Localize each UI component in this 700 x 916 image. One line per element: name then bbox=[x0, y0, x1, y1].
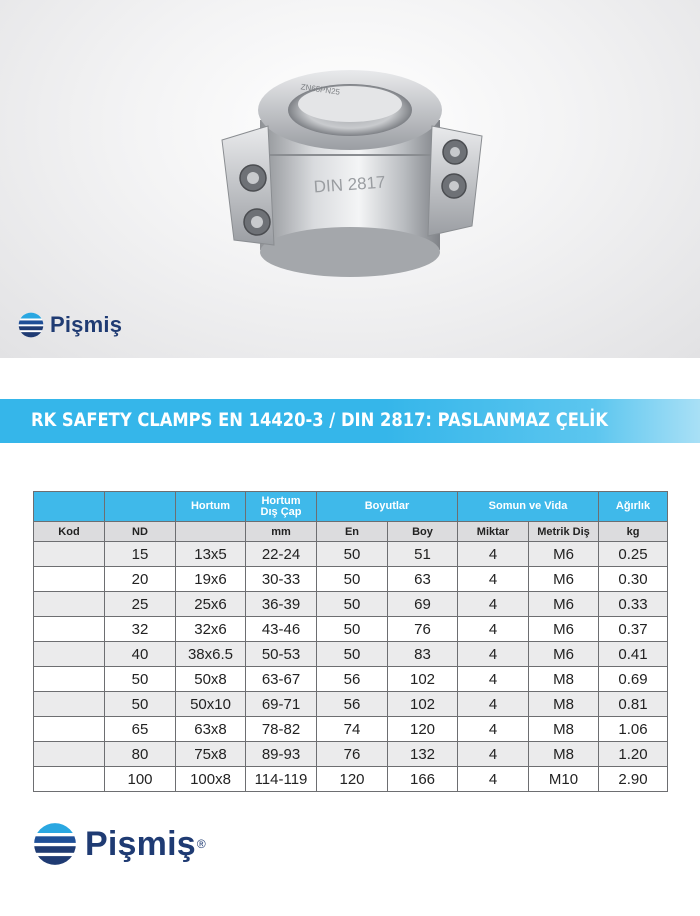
header-agirlik: Ağırlık bbox=[599, 492, 668, 522]
table-row bbox=[34, 617, 668, 642]
cell-kod bbox=[34, 617, 105, 642]
cell-en: 76 bbox=[317, 742, 388, 767]
header-boyutlar: Boyutlar bbox=[317, 492, 458, 522]
cell-en: 120 bbox=[317, 767, 388, 792]
cell-metrik: M8 bbox=[529, 667, 599, 692]
cell-kod bbox=[34, 567, 105, 592]
subheader-en: En bbox=[317, 522, 388, 542]
cell-en: 74 bbox=[317, 717, 388, 742]
subheader-metrik-dis: Metrik Diş bbox=[529, 522, 599, 542]
table-row bbox=[34, 767, 668, 792]
cell-kod bbox=[34, 592, 105, 617]
cell-boy: 76 bbox=[388, 617, 458, 642]
cell-kod bbox=[34, 742, 105, 767]
cell-miktar: 4 bbox=[458, 717, 529, 742]
cell-metrik: M6 bbox=[529, 642, 599, 667]
header-empty bbox=[105, 492, 176, 522]
cell-en: 50 bbox=[317, 642, 388, 667]
header-somun-ve-vida: Somun ve Vida bbox=[458, 492, 599, 522]
cell-boy: 102 bbox=[388, 692, 458, 717]
cell-nd: 100 bbox=[105, 767, 176, 792]
header-hortum-dis-cap-line2: Dış Çap bbox=[260, 505, 302, 518]
header-hortum: Hortum bbox=[176, 492, 246, 522]
subheader-hortum bbox=[176, 522, 246, 542]
cell-kg: 0.81 bbox=[599, 692, 668, 717]
subheader-miktar: Miktar bbox=[458, 522, 529, 542]
cell-hortum: 100x8 bbox=[176, 767, 246, 792]
table-row bbox=[34, 667, 668, 692]
cell-metrik: M8 bbox=[529, 692, 599, 717]
cell-kg: 0.41 bbox=[599, 642, 668, 667]
cell-dis-cap: 50-53 bbox=[246, 642, 317, 667]
cell-kod bbox=[34, 542, 105, 567]
subheader-kg: kg bbox=[599, 522, 668, 542]
cell-hortum: 75x8 bbox=[176, 742, 246, 767]
subheader-nd: ND bbox=[105, 522, 176, 542]
cell-boy: 120 bbox=[388, 717, 458, 742]
subheader-mm: mm bbox=[246, 522, 317, 542]
cell-miktar: 4 bbox=[458, 617, 529, 642]
cell-hortum: 25x6 bbox=[176, 592, 246, 617]
product-hero bbox=[0, 0, 700, 358]
cell-dis-cap: 78-82 bbox=[246, 717, 317, 742]
cell-miktar: 4 bbox=[458, 767, 529, 792]
brand-logo-bottom bbox=[33, 822, 206, 866]
cell-miktar: 4 bbox=[458, 692, 529, 717]
engraved-din-text: DIN 2817 bbox=[313, 172, 387, 197]
cell-boy: 51 bbox=[388, 542, 458, 567]
table-row bbox=[34, 742, 668, 767]
brand-name: Pişmiş bbox=[85, 824, 196, 863]
cell-metrik: M6 bbox=[529, 542, 599, 567]
cell-hortum: 19x6 bbox=[176, 567, 246, 592]
cell-en: 50 bbox=[317, 592, 388, 617]
cell-miktar: 4 bbox=[458, 542, 529, 567]
cell-en: 50 bbox=[317, 542, 388, 567]
subheader-boy: Boy bbox=[388, 522, 458, 542]
table-row bbox=[34, 542, 668, 567]
registered-mark: ® bbox=[196, 837, 206, 851]
cell-nd: 32 bbox=[105, 617, 176, 642]
header-hortum-dis-cap bbox=[246, 492, 317, 522]
table-row bbox=[34, 717, 668, 742]
cell-nd: 65 bbox=[105, 717, 176, 742]
cell-nd: 50 bbox=[105, 692, 176, 717]
brand-mark-icon bbox=[18, 312, 44, 338]
cell-dis-cap: 114-119 bbox=[246, 767, 317, 792]
cell-kg: 1.06 bbox=[599, 717, 668, 742]
cell-miktar: 4 bbox=[458, 642, 529, 667]
brand-name: Pişmiş bbox=[50, 312, 123, 337]
cell-en: 50 bbox=[317, 617, 388, 642]
header-hortum-dis-cap-line1: Hortum bbox=[261, 494, 301, 507]
cell-dis-cap: 36-39 bbox=[246, 592, 317, 617]
page-title: RK SAFETY CLAMPS EN 14420-3 / DIN 2817: PASLANMAZ ÇELİK bbox=[31, 409, 609, 431]
cell-dis-cap: 63-67 bbox=[246, 667, 317, 692]
cell-nd: 40 bbox=[105, 642, 176, 667]
sub-header-row bbox=[34, 522, 668, 542]
cell-nd: 80 bbox=[105, 742, 176, 767]
cell-boy: 166 bbox=[388, 767, 458, 792]
cell-metrik: M6 bbox=[529, 567, 599, 592]
cell-boy: 102 bbox=[388, 667, 458, 692]
cell-nd: 25 bbox=[105, 592, 176, 617]
cell-miktar: 4 bbox=[458, 742, 529, 767]
cell-nd: 50 bbox=[105, 667, 176, 692]
cell-metrik: M8 bbox=[529, 717, 599, 742]
cell-kod bbox=[34, 667, 105, 692]
cell-kg: 2.90 bbox=[599, 767, 668, 792]
cell-kg: 0.30 bbox=[599, 567, 668, 592]
cell-hortum: 38x6.5 bbox=[176, 642, 246, 667]
cell-metrik: M6 bbox=[529, 592, 599, 617]
cell-metrik: M8 bbox=[529, 742, 599, 767]
cell-hortum: 63x8 bbox=[176, 717, 246, 742]
cell-boy: 69 bbox=[388, 592, 458, 617]
cell-hortum: 50x10 bbox=[176, 692, 246, 717]
cell-nd: 20 bbox=[105, 567, 176, 592]
cell-kod bbox=[34, 642, 105, 667]
cell-en: 56 bbox=[317, 692, 388, 717]
cell-dis-cap: 89-93 bbox=[246, 742, 317, 767]
spec-table bbox=[33, 491, 668, 792]
cell-kg: 0.25 bbox=[599, 542, 668, 567]
subheader-kod: Kod bbox=[34, 522, 105, 542]
brand-mark-icon bbox=[33, 822, 77, 866]
cell-dis-cap: 43-46 bbox=[246, 617, 317, 642]
cell-dis-cap: 22-24 bbox=[246, 542, 317, 567]
cell-boy: 132 bbox=[388, 742, 458, 767]
group-header-row bbox=[34, 492, 668, 522]
cell-kod bbox=[34, 717, 105, 742]
cell-dis-cap: 30-33 bbox=[246, 567, 317, 592]
cell-kg: 1.20 bbox=[599, 742, 668, 767]
cell-miktar: 4 bbox=[458, 567, 529, 592]
table-row bbox=[34, 567, 668, 592]
cell-boy: 63 bbox=[388, 567, 458, 592]
engraved-top-text: ZN65PN25 bbox=[300, 82, 341, 97]
cell-en: 50 bbox=[317, 567, 388, 592]
brand-logo-top bbox=[18, 312, 122, 338]
title-banner bbox=[0, 399, 700, 443]
cell-miktar: 4 bbox=[458, 667, 529, 692]
table-row bbox=[34, 692, 668, 717]
cell-kod bbox=[34, 767, 105, 792]
cell-miktar: 4 bbox=[458, 592, 529, 617]
table-row bbox=[34, 592, 668, 617]
cell-hortum: 50x8 bbox=[176, 667, 246, 692]
cell-en: 56 bbox=[317, 667, 388, 692]
cell-metrik: M10 bbox=[529, 767, 599, 792]
cell-kg: 0.37 bbox=[599, 617, 668, 642]
cell-nd: 15 bbox=[105, 542, 176, 567]
cell-boy: 83 bbox=[388, 642, 458, 667]
cell-hortum: 32x6 bbox=[176, 617, 246, 642]
header-empty bbox=[34, 492, 105, 522]
cell-metrik: M6 bbox=[529, 617, 599, 642]
cell-kg: 0.33 bbox=[599, 592, 668, 617]
cell-kod bbox=[34, 692, 105, 717]
cell-hortum: 13x5 bbox=[176, 542, 246, 567]
table-row bbox=[34, 642, 668, 667]
cell-dis-cap: 69-71 bbox=[246, 692, 317, 717]
safety-clamp-image bbox=[200, 40, 500, 290]
cell-kg: 0.69 bbox=[599, 667, 668, 692]
